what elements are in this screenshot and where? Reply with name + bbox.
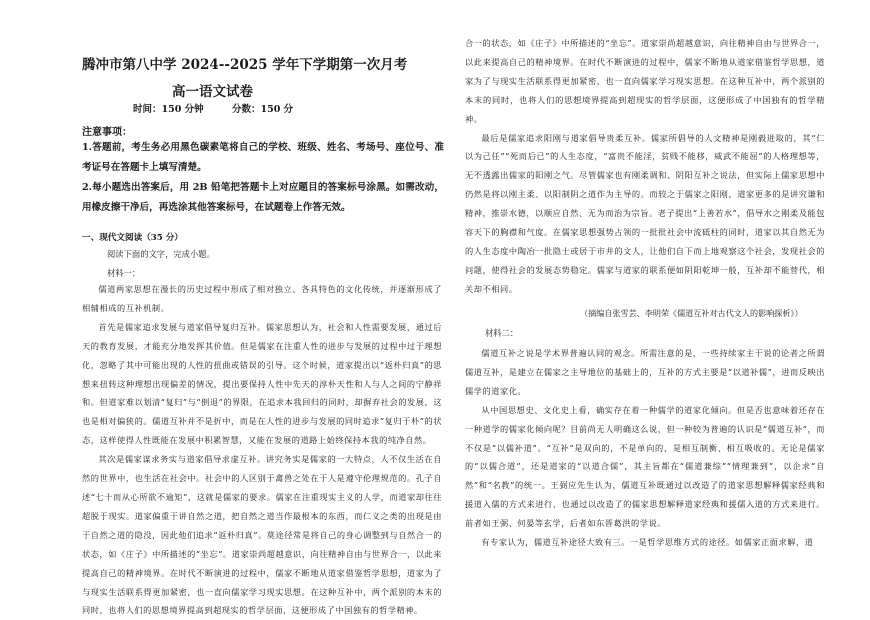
left-column-text (82, 280, 442, 616)
exam-score: 分数：150 分 (232, 104, 294, 115)
exam-title-line1: 腾冲市第八中学 2024--2025 学年下学期第一次月考 (82, 57, 408, 73)
paragraph-6: 从中国思想史、文化史上看，确实存在着一种儒学的道家化倾向。但是否也意味着还存在一种道学的儒家化倾向呢？目前尚无人明确这么说，但一种较为普遍的认识是“儒道互补”，而不仅是“以儒补道”。“互补”是双向的，不是单向的，是相互制衡、相互吸收的。无论是儒家的“以儒合道”，还是道家的“以道合儒”，其主旨都在“儒道兼综”“情理兼到”，以企求“自然”和“名教”的统一。王弼应先生认为，儒道互补既通过以改造了的道家思想解释儒家经典和援道入儒的方式来进行，也通过以改造了的儒家思想解释道家经典和援儒入道的方式来进行。前者如王弼、何晏等玄学，后者如东晋葛洪的学说。 (465, 404, 825, 529)
reading-instruction: 阅读下面的文字，完成小题。 (107, 249, 215, 259)
paragraph-4: 最后是儒家追求阳刚与道家倡导贵柔互补。儒家所倡导的人文精神是刚毅进取的，其“仁以为己任”“死而后已”的人生态度，“富贵不能淫，贫贱不能移，威武不能屈”的人格理想等，无不透露出儒家的阳刚之气。尽管儒家也有刚柔调和、阴阳互补之说法，但实际上儒家思想中仍然是将以刚主柔、以阳制阴之道作为主导的。而较之于儒家之阳刚，道家更多的是讲究谦和精神，推崇水德，以顺应自然、无为而治为宗旨。老子提出“上善若水”，倡导水之刚柔及能包容天下的胸襟和气度。在儒家思想强势占领的一批批社会中流砥柱的同时，道家以其自然无为的人生态度中陶冶一批隐士或居于市井的文人，让他们自下而上地观察这个社会，发现社会的问题，使得社会的发展态势稳定。儒家与道家的联系便如阴阳乾坤一般，互补却不能替代，相关却不相同。 (465, 132, 825, 294)
material1-label: 材料一： (107, 268, 141, 278)
material2-label: 材料二： (485, 328, 519, 338)
paragraph-3: 其次是儒家谋求务实与道家倡导求虚互补。讲究务实是儒家的一大特点，人不仅生活在自然的世界中，也生活在社会中。社会中的人区别于禽兽之处在于人是遵守伦理规范的。孔子自述“七十而从心所欲不逾矩”，这就是儒家的要求。儒家在注重现实主义的人学，而道家却往往超脱于现实。道家偏重于讲自然之道，把自然之道当作最根本的东西，而仁义之类的出现是由于自然之道的隐没，因此他们追求“返朴归真”。莫途径常是将自己的身心调整到与自然合一的状态，如《庄子》中所描述的“坐忘”。道家崇尚超越意识，向往精神自由与世界合一，以此来提高自己的精神境界。在时代不断演进的过程中，儒家不断地从道家借鉴哲学思想，道家为了与现实生活联系得更加紧密，也一直向儒家学习现实思想。在这种互补中，两个派别的本末的同时，也将人们的思想境界提高到超现实的哲学层面，这便形成了中国独有的哲学精神。 (82, 454, 442, 616)
exam-time: 时间：150 分钟 (133, 104, 204, 115)
notice-item-2: 2.每小题选出答案后，用 2B 铅笔把答题卡上对应题目的答案标号涂黑。如需改动，用橡皮擦干净后，再选涂其他答案标号，在试题卷上作答无效。 (82, 182, 444, 213)
paragraph-1: 儒道两家思想在漫长的历史过程中形成了相对独立、各具特色的文化传统，并逐渐形成了相辅相成的互补机制。 (82, 284, 442, 313)
paragraph-3-continued: 合一的状态，如《庄子》中所描述的“坐忘”。道家崇尚超越意识，向往精神自由与世界合一，以此来提高自己的精神境界。在时代不断演进的过程中，儒家不断地从道家借鉴哲学思想，道家为了与现实生活联系得更加紧密，也一直向儒家学习现实思想。在这种互补中，两个派别的本末的同时，也将人们的思想境界提高到超现实的哲学层面，这便形成了中国独有的哲学精神。 (465, 38, 825, 124)
section-heading: 一、现代文阅读（35 分） (82, 233, 183, 243)
exam-title-line2: 高一语文试卷 (172, 84, 253, 100)
notice-heading: 注意事项： (82, 127, 132, 138)
paragraph-7: 有专家认为，儒道互补途径大致有三。一是哲学思维方式的途径。如儒家正面求解，道 (481, 537, 814, 548)
notice-item-1: 1.答题前，考生务必用黑色碳素笔将自己的学校、班级、姓名、考场号、座位号、准考证号在答题卡上填写清楚。 (82, 142, 444, 173)
paragraph-5: 儒道互补之说是学术界普遍认同的观念。所需注意的是，一些持续家主干说的论者之所谓儒道互补，是建立在儒家之主导地位的基础上的，互补的方式主要是“以道补儒”，进而反映出儒学的道家化。 (465, 348, 825, 396)
material1-source: （摘编自张雪芸、李明荣《儒道互补对古代文人的影响探析》） (580, 308, 803, 318)
paragraph-2: 首先是儒家追求发展与道家倡导复归互补。儒家思想认为，社会和人性需要发展，通过后天的教育发展，才能充分地发挥其价值。但是儒家在注重人性的进步与发展的过程中过于理想化，忽略了其中可能出现的人性的扭曲或错误的引导。这个时候，道家提出以“返朴归真”的思想来扭转这种理想出现偏差的情况，提出要保持人性中先天的淳朴天性和人与人之间的宁静祥和。但道家难以划清“复归”与“倒退”的界限，在追求本我回归的同时，却摒弃社会的发展，这也是相对偏狭的。儒道互补并不是折中，而是在人性的进步与发展的同时追求“复归于朴”的状态，这样使得人性既能在发展中积累智慧，又能在发展的道路上始终保持本我的纯净自然。 (82, 321, 442, 446)
right-column-continuation (465, 34, 825, 306)
material2-text (465, 344, 825, 612)
